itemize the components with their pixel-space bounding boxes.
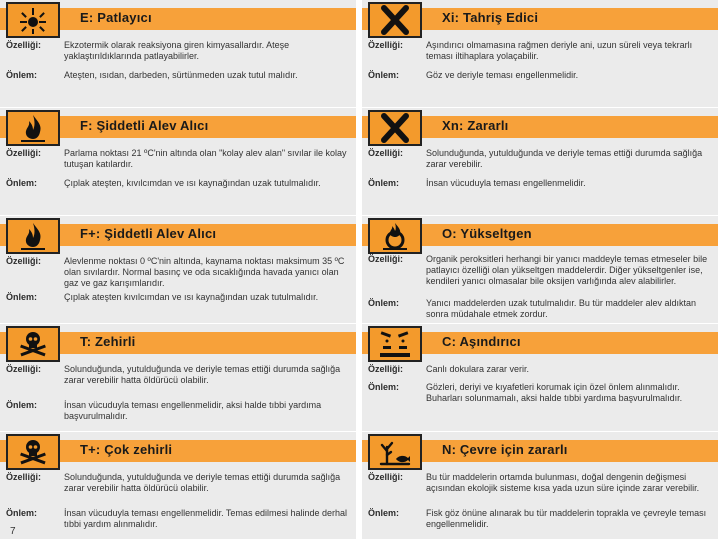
property-row [6, 40, 350, 62]
hazard-card-harmful [362, 108, 718, 216]
hazard-title: T+: Çok zehirli [80, 442, 173, 457]
precaution-label: Önlem: [6, 400, 38, 410]
page-number: 7 [10, 526, 16, 537]
property-label: Özelliği: [368, 472, 404, 482]
hazard-title: E: Patlayıcı [80, 10, 152, 25]
precaution-label: Önlem: [368, 70, 400, 80]
property-row [368, 472, 712, 494]
hazard-title: N: Çevre için zararlı [442, 442, 568, 457]
hazard-card-environment [362, 432, 718, 540]
precaution-row [368, 70, 712, 81]
hazard-title: F+: Şiddetli Alev Alıcı [80, 226, 217, 241]
precaution-text: Çıplak ateşten kıvılcımdan ve ısı kaynağından uzak tutulmalıdır. [64, 292, 319, 302]
skull-icon [6, 326, 60, 362]
property-label: Özelliği: [368, 254, 404, 264]
property-row [368, 254, 712, 287]
hazard-card-extremely-flammable [0, 216, 356, 324]
hazard-title: F: Şiddetli Alev Alıcı [80, 118, 209, 133]
right-column [362, 0, 718, 540]
precaution-label: Önlem: [6, 70, 38, 80]
hazard-title: T: Zehirli [80, 334, 136, 349]
property-label: Özelliği: [6, 40, 42, 50]
precaution-label: Önlem: [368, 298, 400, 308]
precaution-text: Ateşten, ısıdan, darbeden, sürtünmeden uzak tutul malıdır. [64, 70, 298, 80]
property-text: Canlı dokulara zarar verir. [426, 364, 530, 374]
property-label: Özelliği: [368, 148, 404, 158]
property-text: Solunduğunda, yutulduğunda ve deriyle temas ettiği durumda sağlığa zarar verebilir. [426, 148, 703, 169]
precaution-row [368, 508, 712, 530]
hazard-card-very-toxic [0, 432, 356, 540]
property-label: Özelliği: [368, 40, 404, 50]
flame-icon [6, 110, 60, 146]
property-text: Bu tür maddelerin ortamda bulunması, doğal dengenin değişmesi açısından ekolojik sisteme kısa yada uzun süre içinde zarar verebilir. [426, 472, 700, 493]
precaution-label: Önlem: [368, 178, 400, 188]
oxidizer-icon [368, 218, 422, 254]
precaution-row [368, 178, 712, 189]
corrosive-icon [368, 326, 422, 362]
precaution-label: Önlem: [368, 508, 400, 518]
hazard-card-toxic [0, 324, 356, 432]
precaution-row [6, 178, 350, 189]
property-row [6, 364, 350, 386]
environment-icon [368, 434, 422, 470]
precaution-row [6, 508, 350, 530]
precaution-row [368, 298, 712, 320]
precaution-label: Önlem: [6, 178, 38, 188]
property-row [6, 148, 350, 170]
precaution-row [6, 400, 350, 422]
precaution-row [368, 382, 712, 404]
x-cross-icon [368, 110, 422, 146]
precaution-text: Fisk göz önüne alınarak bu tür maddelerin toprakla ve çevreyle teması engellenmelidir. [426, 508, 707, 529]
x-cross-icon [368, 2, 422, 38]
precaution-text: Yanıcı maddelerden uzak tutulmalıdır. Bu tür maddeler alev aldıktan sonra müdahale etmek zordur. [426, 298, 696, 319]
precaution-text: İnsan vücuduyla teması engellenmelidir. Temas edilmesi halinde derhal tıbbi yardım alınmalıdır. [64, 508, 347, 529]
skull-icon [6, 434, 60, 470]
property-label: Özelliği: [6, 148, 42, 158]
hazard-card-corrosive [362, 324, 718, 432]
hazard-card-oxidizing [362, 216, 718, 324]
hazard-card-irritant [362, 0, 718, 108]
property-text: Alevlenme noktası 0 ºC'nin altında, kaynama noktası maksimum 35 ºC olan sıvılardır. Normal basınç ve oda sıcaklığında havada yanıcı olan gaz ve gaz karışımlarıdır. [64, 256, 345, 288]
precaution-row [6, 292, 350, 303]
precaution-label: Önlem: [368, 382, 400, 392]
precaution-text: Gözleri, deriyi ve kıyafetleri korumak için özel önlem alınmalıdır. Buharları solunmamalı, aksi halde tıbbi yardıma başvurulmalıdır. [426, 382, 683, 403]
property-label: Özelliği: [6, 364, 42, 374]
flame-icon [6, 218, 60, 254]
hazard-title: C: Aşındırıcı [442, 334, 521, 349]
hazard-card-explosive [0, 0, 356, 108]
property-text: Parlama noktası 21 ºC'nin altında olan "kolay alev alan" sıvılar ile kolay tutuşan katılardır. [64, 148, 347, 169]
property-row [368, 148, 712, 170]
precaution-label: Önlem: [6, 508, 38, 518]
property-text: Solunduğunda, yutulduğunda ve deriyle temas ettiği durumda sağlığa zarar verebilir hatta öldürücü olabilir. [64, 364, 341, 385]
property-row [6, 256, 350, 289]
property-text: Organik peroksitleri herhangi bir yanıcı maddeyle temas etmeseler bile patlayıcı özelliği olan yükseltgen maddelerdir. Diğer yükseltgenler ise, kendileri yanıcı olmasalar bile oksijen varlığında alev alabilirler. [426, 254, 708, 286]
property-row [6, 472, 350, 494]
precaution-label: Önlem: [6, 292, 38, 302]
precaution-text: Çıplak ateşten, kıvılcımdan ve ısı kaynağından uzak tutulmalıdır. [64, 178, 321, 188]
hazard-card-flammable [0, 108, 356, 216]
property-text: Solunduğunda, yutulduğunda ve deriyle temas ettiği durumda sağlığa zarar verebilir hatta öldürücü olabilir. [64, 472, 341, 493]
property-label: Özelliği: [368, 364, 404, 374]
property-text: Aşındırıcı olmamasına rağmen deriyle ani, uzun süreli veya tekrarlı teması iltihaplara yolaçabilir. [426, 40, 693, 61]
explosive-icon [6, 2, 60, 38]
property-label: Özelliği: [6, 256, 42, 266]
precaution-row [6, 70, 350, 81]
precaution-text: İnsan vücuduyla teması engellenmelidir. [426, 178, 586, 188]
property-label: Özelliği: [6, 472, 42, 482]
hazard-title: O: Yükseltgen [442, 226, 532, 241]
hazard-title: Xi: Tahriş Edici [442, 10, 539, 25]
property-text: Ekzotermik olarak reaksiyona giren kimyasallardır. Ateşe yaklaştırıldıklarında patlayabilirler. [64, 40, 290, 61]
left-column [0, 0, 356, 540]
precaution-text: Göz ve deriyle teması engellenmelidir. [426, 70, 579, 80]
precaution-text: İnsan vücuduyla teması engellenmelidir, aksi halde tıbbi yardıma başvurulmalıdır. [64, 400, 322, 421]
hazard-title: Xn: Zararlı [442, 118, 509, 133]
property-row [368, 364, 712, 375]
property-row [368, 40, 712, 62]
